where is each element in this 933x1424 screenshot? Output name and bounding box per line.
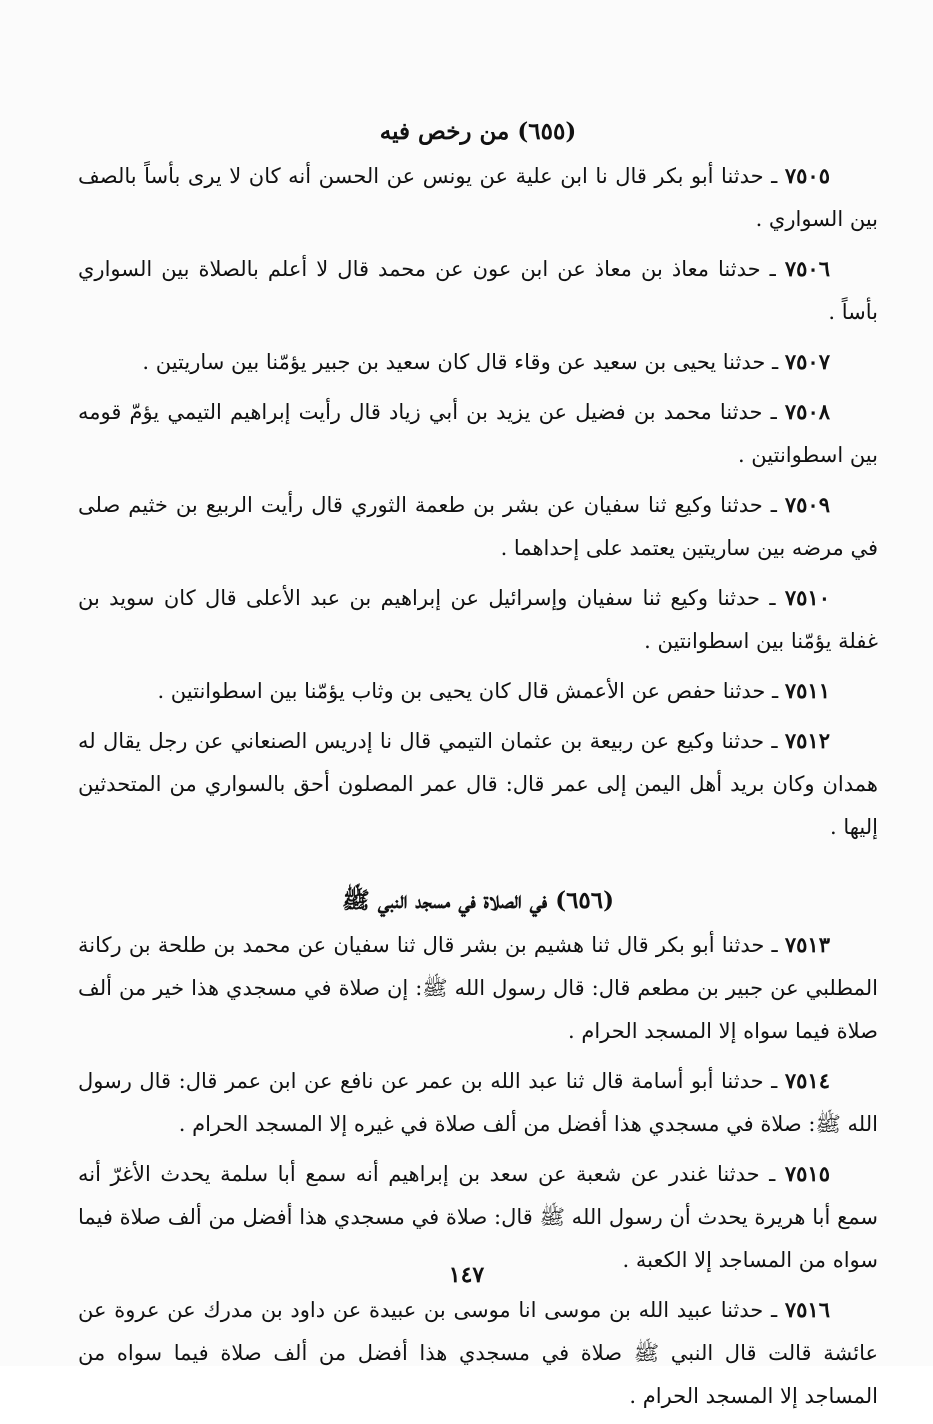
hadith-7507	[78, 340, 878, 384]
hadith-number: ٧٥٠٥	[784, 163, 830, 188]
hadith-number: ٧٥٠٧	[784, 349, 830, 374]
hadith-number: ٧٥١٤	[784, 1068, 830, 1093]
hadith-text: ـ حدثنا غندر عن شعبة عن سعد بن إبراهيم أنه سمع أبا سلمة يحدث الأغرّ أنه سمع أبا هريرة يحدث أن رسول الله ﷺ قال: صلاة في مسجدي هذا أفضل من ألف صلاة فيما سواه من المساجد إلا الكعبة .	[78, 1162, 878, 1272]
hadith-7511	[78, 669, 878, 713]
hadith-text: ـ حدثنا عبيد الله بن موسى انا موسى بن عبيدة عن داود بن مدرك عن عروة عن عائشة قالت قال النبي ﷺ صلاة في مسجدي هذا أفضل من ألف صلاة فيما سواه من المساجد إلا المسجد الحرام .	[78, 1298, 878, 1408]
hadith-number: ٧٥١٦	[784, 1297, 830, 1322]
hadith-text: ـ حدثنا أبو بكر قال نا ابن علية عن يونس عن الحسن أنه كان لا يرى بأساً بالصف بين السواري .	[78, 164, 878, 231]
hadith-7508	[78, 390, 878, 477]
hadith-7506	[78, 247, 878, 334]
hadith-text: ـ حدثنا وكيع ثنا سفيان وإسرائيل عن إبراهيم بن عبد الأعلى قال كان سويد بن غفلة يؤمّنا بين اسطوانتين .	[78, 586, 878, 653]
section-title-655: (٦٥٥) من رخص فيه	[379, 118, 577, 145]
hadith-text: ـ حدثنا أبو بكر قال ثنا هشيم بن بشر قال ثنا سفيان عن محمد بن طلحة بن ركانة المطلبي عن جبير بن مطعم قال: قال رسول الله ﷺ: إن صلاة في مسجدي هذا خير من ألف صلاة فيما سواه إلا المسجد الحرام .	[78, 933, 878, 1043]
section-spacer	[78, 855, 878, 879]
hadith-7512	[78, 719, 878, 849]
hadith-7513	[78, 923, 878, 1053]
page-number: ١٤٧	[448, 1262, 485, 1288]
hadith-number: ٧٥٠٩	[784, 492, 830, 517]
hadith-7514	[78, 1059, 878, 1146]
hadith-text: ـ حدثنا أبو أسامة قال ثنا عبد الله بن عمر عن نافع عن ابن عمر قال: قال رسول الله ﷺ: صلاة في مسجدي هذا أفضل من ألف صلاة في غيره إلا المسجد الحرام .	[78, 1069, 878, 1136]
hadith-number: ٧٥٠٨	[784, 399, 831, 424]
hadith-text: ـ حدثنا محمد بن فضيل عن يزيد بن أبي زياد قال رأيت إبراهيم التيمي يؤمّ قومه بين اسطوانتين .	[78, 400, 878, 467]
page-content	[78, 110, 878, 1424]
hadith-number: ٧٥١٥	[784, 1161, 830, 1186]
hadith-number: ٧٥١٢	[784, 728, 830, 753]
hadith-text: ـ حدثنا معاذ بن معاذ عن ابن عون عن محمد قال لا أعلم بالصلاة بين السواري بأساً .	[78, 257, 878, 324]
hadith-7510	[78, 576, 878, 663]
hadith-number: ٧٥١١	[784, 678, 830, 703]
section-title-656: (٦٥٦) في الصلاة في مسجد النبي ﷺ	[341, 887, 615, 914]
hadith-text: ـ حدثنا وكيع ثنا سفيان عن بشر بن طعمة الثوري قال رأيت الربيع بن خثيم صلى في مرضه بين ساريتين يعتمد على إحداهما .	[78, 493, 878, 560]
hadith-number: ٧٥١٠	[784, 585, 830, 610]
hadith-7516	[78, 1288, 878, 1418]
hadith-number: ٧٥١٣	[784, 932, 830, 957]
hadith-7505	[78, 154, 878, 241]
hadith-text: ـ حدثنا وكيع عن ربيعة بن عثمان التيمي قال نا إدريس الصنعاني عن رجل يقال له همدان وكان بريد أهل اليمن إلى عمر قال: قال عمر المصلون أحق بالسواري من المتحدثين إليها .	[78, 729, 878, 839]
hadith-text: ـ حدثنا حفص عن الأعمش قال كان يحيى بن وثاب يؤمّنا بين اسطوانتين .	[157, 679, 779, 703]
hadith-text: ـ حدثنا يحيى بن سعيد عن وقاء قال كان سعيد بن جبير يؤمّنا بين ساريتين .	[142, 350, 779, 374]
hadith-7509	[78, 483, 878, 570]
hadith-number: ٧٥٠٦	[784, 256, 830, 281]
